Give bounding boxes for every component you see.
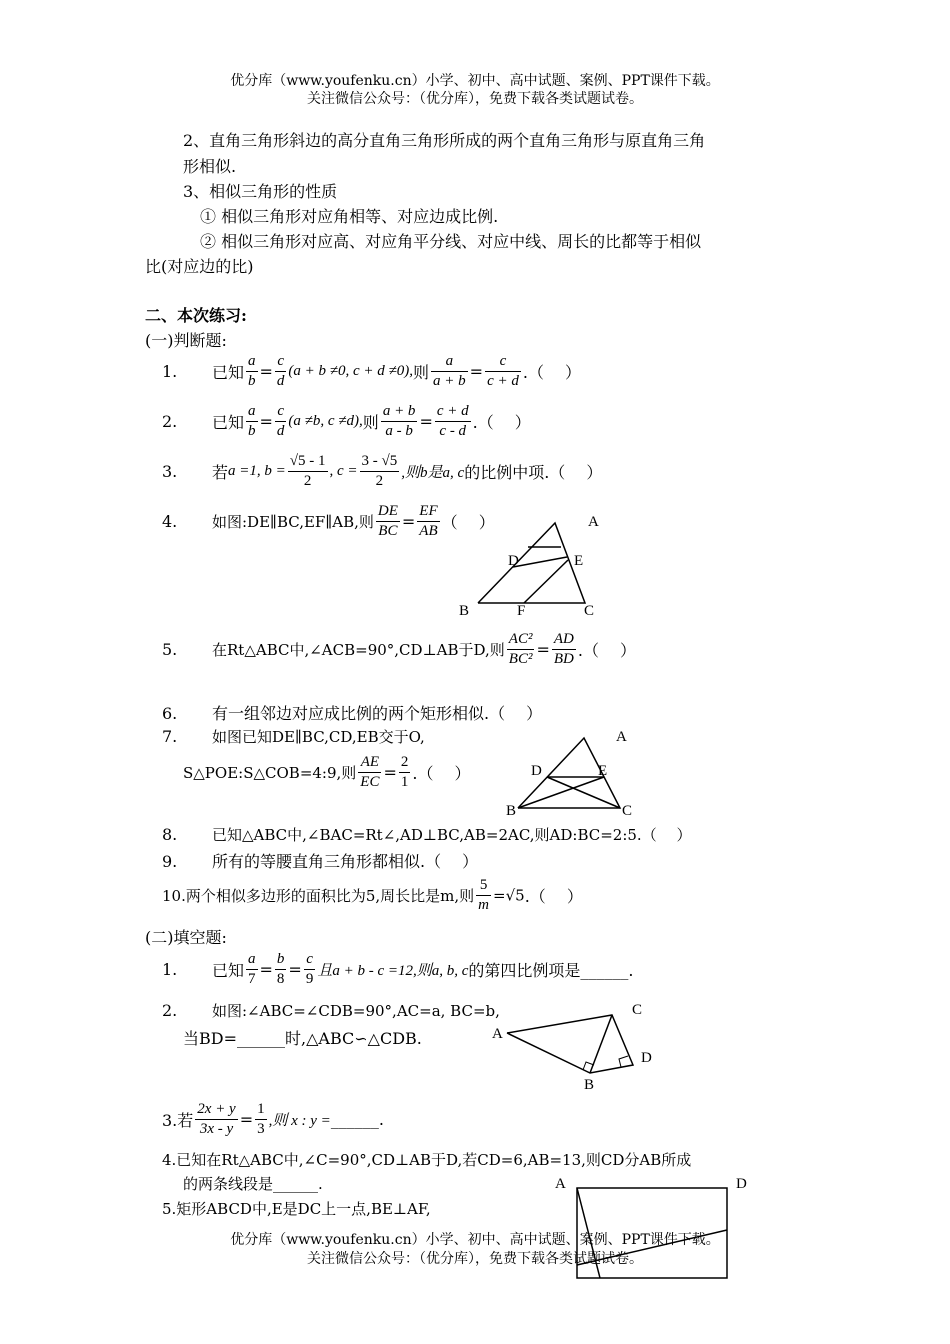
q-number: 1. [162,362,178,381]
fill-title: (二)填空题: [145,928,227,947]
label-D: D [531,763,542,779]
fill-q4-line1: 4.已知在Rt△ABC中,∠C=90°,CD⊥AB于D,若CD=6,AB=13,则CD分AB所成 [162,1151,692,1169]
intro-p3: 3、相似三角形的性质 [183,182,338,201]
intro-p3-2-line2: 比(对应边的比) [145,257,254,276]
label-A: A [588,514,599,530]
figure-q4-triangle [450,505,610,623]
fraction: $\frac{b}{8}$ [276,951,285,987]
label-C: C [622,803,633,819]
figure-fill-q2 [490,1000,670,1095]
judge-title: (一)判断题: [145,331,227,350]
fraction: $\frac{2x + y}{3x - y}$ [197,1101,236,1137]
q-number: 7. [162,727,178,746]
fraction: $\frac{EF}{AB}$ [419,503,438,539]
label-A: A [492,1026,503,1042]
intro-p2-line2: 形相似. [183,157,237,176]
fill-q1: 1. 已知 $\frac{a}{7}$ = $\frac{b}{8}$ = $\frac{c}{9}$ 且a + b - c =12,则a, b, c的第四比例项是______. [162,951,634,987]
judge-q6: 6. 有一组邻边对应成比例的两个矩形相似.（ ） [162,704,543,723]
fraction: $\frac{a}{7}$ [248,951,256,987]
fraction: $\frac{2}{1}$ [400,754,409,790]
q-number: 5. [162,640,178,659]
label-D: D [508,553,519,569]
label-E: E [598,763,608,779]
intro-p3-1: ① 相似三角形对应角相等、对应边成比例. [200,207,499,226]
label-C: C [584,603,595,619]
fraction: $\frac{5}{m}$ [478,877,490,913]
q-number: 4. [162,512,178,531]
q-number: 9. [162,852,178,871]
label-D: D [641,1050,652,1066]
section-title: 二、本次练习: [145,306,247,325]
q-number: 8. [162,825,178,844]
judge-q2: 2. 已知 $\frac{a}{b}$ = $\frac{c}{d}$ (a ≠b, c ≠d),则 $\frac{a + b}{a - b}$ = $\frac{c + d}{c - d}$ .（ ） [162,403,531,439]
fraction: $\frac{DE}{BC}$ [377,503,398,539]
q-number: 1. [162,960,178,979]
header-line-1: 优分库（www.youfenku.cn）小学、初中、高中试题、案例、PPT课件下载。 [230,73,720,89]
label-D: D [736,1176,747,1192]
label-B: B [459,603,470,619]
label-C: C [632,1002,643,1018]
fraction: $\frac{\text{AC²}}{\text{BC²}}$ [508,631,533,667]
label-B: B [584,1077,595,1093]
judge-q5: 5. 在Rt△ABC中,∠ACB=90°,CD⊥AB于D,则 $\frac{\text{AC²}}{\text{BC²}}$ = $\frac{AD}{BD}$ .（ ） [162,631,637,667]
judge-q7-line1: 7. 如图已知DE∥BC,CD,EB交于O, [162,727,425,746]
q-number: 6. [162,704,178,723]
fraction: $\frac{AD}{BD}$ [553,631,574,667]
fraction: $\frac{3 - √5}{2}$ [361,453,398,489]
fill-q3: 3.若 $\frac{2x + y}{3x - y}$ = $\frac{1}{3}$ ,则 x : y =______. [162,1101,384,1137]
fill-q4-line2: 的两条线段是______. [183,1175,323,1193]
judge-q3: 3. 若a =1, b = $\frac{√5 - 1}{2}$ , c = $\frac{3 - √5}{2}$ ,则b是a, c的比例中项.（ ） [162,453,603,489]
fraction: $\frac{√5 - 1}{2}$ [289,453,326,489]
header-line-2: 关注微信公众号：（优分库），免费下载各类试题试卷。 [307,91,643,107]
footer-line-2: 关注微信公众号：（优分库），免费下载各类试题试卷。 [307,1251,643,1267]
fraction: $\frac{a + b}{a - b}$ [382,403,416,439]
fraction: $\frac{c}{d}$ [276,353,285,389]
footer-line-1: 优分库（www.youfenku.cn）小学、初中、高中试题、案例、PPT课件下载。 [230,1232,720,1248]
judge-q8: 8. 已知△ABC中,∠BAC=Rt∠,AD⊥BC,AB=2AC,则AD:BC=2:5.（ ） [162,825,692,844]
fraction: $\frac{a}{a + b}$ [433,353,466,389]
fill-q2-line1: 2. 如图:∠ABC=∠CDB=90°,AC=a, BC=b, [162,1001,500,1020]
judge-q4: 4. 如图:DE∥BC,EF∥AB,则 $\frac{DE}{BC}$ = $\frac{EF}{AB}$ （ ） [162,503,495,539]
fraction: $\frac{c}{c + d}$ [487,353,519,389]
fraction: $\frac{a}{b}$ [248,353,256,389]
fraction: $\frac{a}{b}$ [248,403,256,439]
fill-q2-line2: 当BD=______时,△ABC∽△CDB. [183,1029,422,1048]
label-E: E [574,553,584,569]
fraction: $\frac{c}{d}$ [276,403,285,439]
fraction: $\frac{AE}{EC}$ [360,754,380,790]
label-A: A [616,729,627,745]
q-number: 2. [162,412,178,431]
intro-p3-2-line1: ② 相似三角形对应高、对应角平分线、对应中线、周长的比都等于相似 [200,232,702,251]
judge-q9: 9. 所有的等腰直角三角形都相似.（ ） [162,852,479,871]
fraction: $\frac{c}{9}$ [305,951,314,987]
judge-q1: 1. 已知 $\frac{a}{b}$ = $\frac{c}{d}$ (a + b ≠0, c + d ≠0),则 $\frac{a}{a + b}$ = $\frac{c}{c + d}$ .（ ） [162,353,582,389]
figure-q7-triangle [500,725,640,825]
label-A: A [555,1176,566,1192]
judge-q7-line2: S△POE:S△COB=4:9,则 $\frac{AE}{EC}$ = $\frac{2}{1}$ .（ ） [183,754,471,790]
label-F: F [517,603,526,619]
q-number: 2. [162,1001,178,1020]
label-B: B [506,803,517,819]
fill-q5: 5.矩形ABCD中,E是DC上一点,BE⊥AF, [162,1200,431,1218]
fraction: $\frac{c + d}{c - d}$ [436,403,469,439]
judge-q10: 10.两个相似多边形的面积比为5,周长比是m,则 $\frac{5}{m}$ =√5.（ ） [162,877,583,913]
fraction: $\frac{1}{3}$ [257,1101,265,1137]
intro-p2-line1: 2、直角三角形斜边的高分直角三角形所成的两个直角三角形与原直角三角 [183,131,706,150]
q-number: 3. [162,462,178,481]
